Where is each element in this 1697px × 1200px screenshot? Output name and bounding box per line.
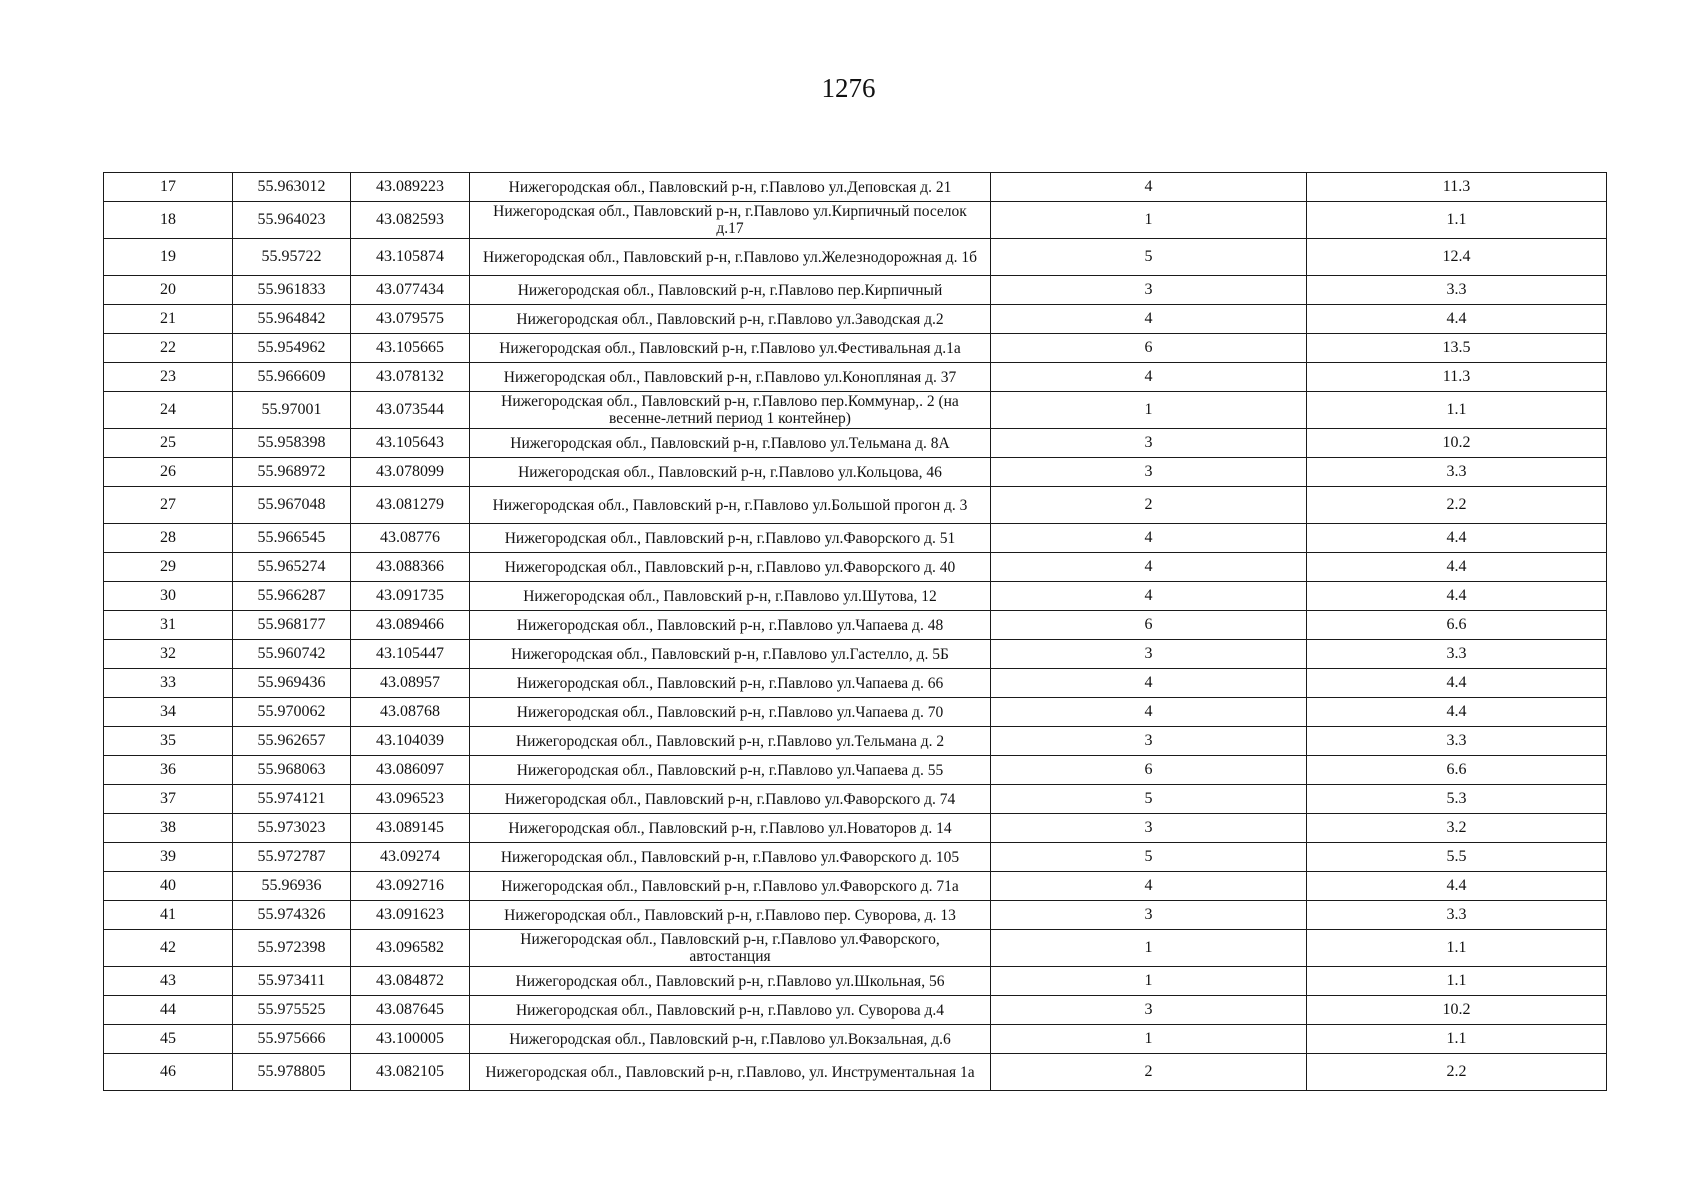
longitude-cell: 43.100005 (351, 1025, 470, 1054)
volume-cell: 3.2 (1307, 814, 1607, 843)
row-number-cell: 33 (104, 669, 233, 698)
volume-cell: 11.3 (1307, 173, 1607, 202)
container-count-cell: 5 (991, 843, 1307, 872)
longitude-cell: 43.096523 (351, 785, 470, 814)
address-cell: Нижегородская обл., Павловский р-н, г.Павлово ул.Заводская д.2 (470, 305, 991, 334)
container-count-cell: 3 (991, 429, 1307, 458)
table-row (104, 363, 1607, 392)
row-number-cell: 32 (104, 640, 233, 669)
row-number-cell: 24 (104, 392, 233, 429)
volume-cell: 3.3 (1307, 727, 1607, 756)
table-row (104, 669, 1607, 698)
latitude-cell: 55.964023 (233, 202, 351, 239)
longitude-cell: 43.081279 (351, 487, 470, 524)
latitude-cell: 55.962657 (233, 727, 351, 756)
address-cell: Нижегородская обл., Павловский р-н, г.Павлово ул.Вокзальная, д.6 (470, 1025, 991, 1054)
volume-cell: 3.3 (1307, 640, 1607, 669)
longitude-cell: 43.089466 (351, 611, 470, 640)
container-count-cell: 4 (991, 698, 1307, 727)
table-row (104, 553, 1607, 582)
latitude-cell: 55.968177 (233, 611, 351, 640)
table-row (104, 202, 1607, 239)
container-count-cell: 4 (991, 669, 1307, 698)
container-count-cell: 4 (991, 524, 1307, 553)
address-cell: Нижегородская обл., Павловский р-н, г.Павлово ул.Чапаева д. 55 (470, 756, 991, 785)
address-cell: Нижегородская обл., Павловский р-н, г.Павлово пер.Коммунар,. 2 (на весенне-летний период 1 контейнер) (470, 392, 991, 429)
longitude-cell: 43.091735 (351, 582, 470, 611)
latitude-cell: 55.973411 (233, 967, 351, 996)
table-row (104, 785, 1607, 814)
container-count-cell: 1 (991, 930, 1307, 967)
longitude-cell: 43.105447 (351, 640, 470, 669)
row-number-cell: 39 (104, 843, 233, 872)
address-cell: Нижегородская обл., Павловский р-н, г.Павлово ул.Гастелло, д. 5Б (470, 640, 991, 669)
address-cell: Нижегородская обл., Павловский р-н, г.Павлово ул.Шутова, 12 (470, 582, 991, 611)
address-cell: Нижегородская обл., Павловский р-н, г.Павлово ул.Фаворского д. 71а (470, 872, 991, 901)
latitude-cell: 55.972787 (233, 843, 351, 872)
container-count-cell: 4 (991, 173, 1307, 202)
row-number-cell: 29 (104, 553, 233, 582)
container-count-cell: 4 (991, 582, 1307, 611)
longitude-cell: 43.084872 (351, 967, 470, 996)
row-number-cell: 36 (104, 756, 233, 785)
volume-cell: 4.4 (1307, 553, 1607, 582)
container-count-cell: 3 (991, 458, 1307, 487)
row-number-cell: 40 (104, 872, 233, 901)
table-row (104, 930, 1607, 967)
table-row (104, 901, 1607, 930)
volume-cell: 10.2 (1307, 429, 1607, 458)
table-row (104, 640, 1607, 669)
address-cell: Нижегородская обл., Павловский р-н, г.Павлово ул.Большой прогон д. 3 (470, 487, 991, 524)
row-number-cell: 41 (104, 901, 233, 930)
address-cell: Нижегородская обл., Павловский р-н, г.Павлово ул.Школьная, 56 (470, 967, 991, 996)
address-cell: Нижегородская обл., Павловский р-н, г.Павлово ул.Чапаева д. 48 (470, 611, 991, 640)
table-row (104, 1054, 1607, 1091)
row-number-cell: 42 (104, 930, 233, 967)
longitude-cell: 43.077434 (351, 276, 470, 305)
address-cell: Нижегородская обл., Павловский р-н, г.Павлово ул.Кирпичный поселок д.17 (470, 202, 991, 239)
volume-cell: 4.4 (1307, 698, 1607, 727)
volume-cell: 11.3 (1307, 363, 1607, 392)
longitude-cell: 43.105874 (351, 239, 470, 276)
row-number-cell: 23 (104, 363, 233, 392)
container-count-cell: 1 (991, 202, 1307, 239)
address-cell: Нижегородская обл., Павловский р-н, г.Павлово ул. Суворова д.4 (470, 996, 991, 1025)
volume-cell: 4.4 (1307, 872, 1607, 901)
container-count-cell: 4 (991, 553, 1307, 582)
volume-cell: 3.3 (1307, 276, 1607, 305)
latitude-cell: 55.974326 (233, 901, 351, 930)
latitude-cell: 55.968972 (233, 458, 351, 487)
container-count-cell: 5 (991, 239, 1307, 276)
table-row (104, 814, 1607, 843)
latitude-cell: 55.958398 (233, 429, 351, 458)
longitude-cell: 43.08776 (351, 524, 470, 553)
container-count-cell: 4 (991, 872, 1307, 901)
table-row (104, 524, 1607, 553)
table-row (104, 1025, 1607, 1054)
latitude-cell: 55.972398 (233, 930, 351, 967)
container-count-cell: 1 (991, 967, 1307, 996)
row-number-cell: 17 (104, 173, 233, 202)
volume-cell: 4.4 (1307, 582, 1607, 611)
container-count-cell: 3 (991, 276, 1307, 305)
longitude-cell: 43.08768 (351, 698, 470, 727)
row-number-cell: 20 (104, 276, 233, 305)
address-cell: Нижегородская обл., Павловский р-н, г.Павлово ул.Фаворского д. 51 (470, 524, 991, 553)
address-cell: Нижегородская обл., Павловский р-н, г.Павлово ул.Фаворского, автостанция (470, 930, 991, 967)
longitude-cell: 43.105665 (351, 334, 470, 363)
address-cell: Нижегородская обл., Павловский р-н, г.Павлово ул.Новаторов д. 14 (470, 814, 991, 843)
volume-cell: 1.1 (1307, 967, 1607, 996)
address-cell: Нижегородская обл., Павловский р-н, г.Павлово ул.Фаворского д. 105 (470, 843, 991, 872)
address-cell: Нижегородская обл., Павловский р-н, г.Павлово ул.Фестивальная д.1а (470, 334, 991, 363)
volume-cell: 1.1 (1307, 1025, 1607, 1054)
longitude-cell: 43.087645 (351, 996, 470, 1025)
container-count-cell: 3 (991, 640, 1307, 669)
container-count-cell: 6 (991, 756, 1307, 785)
address-cell: Нижегородская обл., Павловский р-н, г.Павлово, ул. Инструментальная 1а (470, 1054, 991, 1091)
row-number-cell: 37 (104, 785, 233, 814)
longitude-cell: 43.092716 (351, 872, 470, 901)
container-count-cell: 6 (991, 611, 1307, 640)
table-row (104, 239, 1607, 276)
latitude-cell: 55.975666 (233, 1025, 351, 1054)
volume-cell: 2.2 (1307, 1054, 1607, 1091)
volume-cell: 4.4 (1307, 669, 1607, 698)
longitude-cell: 43.078099 (351, 458, 470, 487)
table-row (104, 756, 1607, 785)
latitude-cell: 55.967048 (233, 487, 351, 524)
volume-cell: 1.1 (1307, 202, 1607, 239)
address-cell: Нижегородская обл., Павловский р-н, г.Павлово ул.Кольцова, 46 (470, 458, 991, 487)
table-row (104, 611, 1607, 640)
table-row (104, 872, 1607, 901)
row-number-cell: 34 (104, 698, 233, 727)
longitude-cell: 43.089223 (351, 173, 470, 202)
latitude-cell: 55.964842 (233, 305, 351, 334)
page-number: 1276 (821, 73, 876, 103)
volume-cell: 5.3 (1307, 785, 1607, 814)
latitude-cell: 55.970062 (233, 698, 351, 727)
address-cell: Нижегородская обл., Павловский р-н, г.Павлово ул.Конопляная д. 37 (470, 363, 991, 392)
latitude-cell: 55.968063 (233, 756, 351, 785)
latitude-cell: 55.97001 (233, 392, 351, 429)
latitude-cell: 55.975525 (233, 996, 351, 1025)
longitude-cell: 43.08957 (351, 669, 470, 698)
row-number-cell: 45 (104, 1025, 233, 1054)
latitude-cell: 55.973023 (233, 814, 351, 843)
latitude-cell: 55.963012 (233, 173, 351, 202)
container-count-cell: 3 (991, 727, 1307, 756)
latitude-cell: 55.966609 (233, 363, 351, 392)
address-cell: Нижегородская обл., Павловский р-н, г.Павлово пер.Кирпичный (470, 276, 991, 305)
latitude-cell: 55.96936 (233, 872, 351, 901)
volume-cell: 6.6 (1307, 611, 1607, 640)
address-cell: Нижегородская обл., Павловский р-н, г.Павлово ул.Деповская д. 21 (470, 173, 991, 202)
row-number-cell: 25 (104, 429, 233, 458)
row-number-cell: 46 (104, 1054, 233, 1091)
data-table (103, 172, 1607, 1091)
table-body (104, 173, 1607, 1091)
address-cell: Нижегородская обл., Павловский р-н, г.Павлово ул.Фаворского д. 74 (470, 785, 991, 814)
address-cell: Нижегородская обл., Павловский р-н, г.Павлово пер. Суворова, д. 13 (470, 901, 991, 930)
table-row (104, 727, 1607, 756)
latitude-cell: 55.965274 (233, 553, 351, 582)
row-number-cell: 43 (104, 967, 233, 996)
row-number-cell: 31 (104, 611, 233, 640)
row-number-cell: 28 (104, 524, 233, 553)
table-row (104, 487, 1607, 524)
container-count-cell: 1 (991, 392, 1307, 429)
container-count-cell: 4 (991, 305, 1307, 334)
row-number-cell: 35 (104, 727, 233, 756)
table-row (104, 967, 1607, 996)
row-number-cell: 21 (104, 305, 233, 334)
longitude-cell: 43.082593 (351, 202, 470, 239)
latitude-cell: 55.966545 (233, 524, 351, 553)
address-cell: Нижегородская обл., Павловский р-н, г.Павлово ул.Тельмана д. 8А (470, 429, 991, 458)
latitude-cell: 55.966287 (233, 582, 351, 611)
address-cell: Нижегородская обл., Павловский р-н, г.Павлово ул.Железнодорожная д. 1б (470, 239, 991, 276)
address-cell: Нижегородская обл., Павловский р-н, г.Павлово ул.Фаворского д. 40 (470, 553, 991, 582)
row-number-cell: 26 (104, 458, 233, 487)
longitude-cell: 43.096582 (351, 930, 470, 967)
volume-cell: 12.4 (1307, 239, 1607, 276)
container-count-cell: 5 (991, 785, 1307, 814)
container-count-cell: 2 (991, 1054, 1307, 1091)
volume-cell: 6.6 (1307, 756, 1607, 785)
longitude-cell: 43.09274 (351, 843, 470, 872)
container-count-cell: 2 (991, 487, 1307, 524)
row-number-cell: 19 (104, 239, 233, 276)
container-count-cell: 4 (991, 363, 1307, 392)
row-number-cell: 38 (104, 814, 233, 843)
table-row (104, 843, 1607, 872)
row-number-cell: 44 (104, 996, 233, 1025)
latitude-cell: 55.961833 (233, 276, 351, 305)
table-row (104, 392, 1607, 429)
row-number-cell: 30 (104, 582, 233, 611)
longitude-cell: 43.078132 (351, 363, 470, 392)
table-row (104, 582, 1607, 611)
row-number-cell: 18 (104, 202, 233, 239)
latitude-cell: 55.978805 (233, 1054, 351, 1091)
volume-cell: 5.5 (1307, 843, 1607, 872)
row-number-cell: 27 (104, 487, 233, 524)
container-count-cell: 6 (991, 334, 1307, 363)
latitude-cell: 55.960742 (233, 640, 351, 669)
container-count-cell: 3 (991, 996, 1307, 1025)
longitude-cell: 43.082105 (351, 1054, 470, 1091)
volume-cell: 13.5 (1307, 334, 1607, 363)
table-row (104, 458, 1607, 487)
container-count-cell: 3 (991, 814, 1307, 843)
volume-cell: 1.1 (1307, 930, 1607, 967)
container-count-cell: 1 (991, 1025, 1307, 1054)
volume-cell: 4.4 (1307, 524, 1607, 553)
longitude-cell: 43.089145 (351, 814, 470, 843)
address-cell: Нижегородская обл., Павловский р-н, г.Павлово ул.Чапаева д. 70 (470, 698, 991, 727)
table-row (104, 996, 1607, 1025)
table-row (104, 276, 1607, 305)
volume-cell: 4.4 (1307, 305, 1607, 334)
table-row (104, 334, 1607, 363)
table-row (104, 429, 1607, 458)
volume-cell: 10.2 (1307, 996, 1607, 1025)
volume-cell: 1.1 (1307, 392, 1607, 429)
row-number-cell: 22 (104, 334, 233, 363)
longitude-cell: 43.079575 (351, 305, 470, 334)
table-row (104, 173, 1607, 202)
longitude-cell: 43.086097 (351, 756, 470, 785)
table-row (104, 305, 1607, 334)
latitude-cell: 55.969436 (233, 669, 351, 698)
longitude-cell: 43.073544 (351, 392, 470, 429)
address-cell: Нижегородская обл., Павловский р-н, г.Павлово ул.Чапаева д. 66 (470, 669, 991, 698)
longitude-cell: 43.104039 (351, 727, 470, 756)
address-cell: Нижегородская обл., Павловский р-н, г.Павлово ул.Тельмана д. 2 (470, 727, 991, 756)
latitude-cell: 55.974121 (233, 785, 351, 814)
longitude-cell: 43.105643 (351, 429, 470, 458)
container-count-cell: 3 (991, 901, 1307, 930)
longitude-cell: 43.091623 (351, 901, 470, 930)
volume-cell: 3.3 (1307, 901, 1607, 930)
longitude-cell: 43.088366 (351, 553, 470, 582)
table-row (104, 698, 1607, 727)
volume-cell: 3.3 (1307, 458, 1607, 487)
latitude-cell: 55.954962 (233, 334, 351, 363)
volume-cell: 2.2 (1307, 487, 1607, 524)
latitude-cell: 55.95722 (233, 239, 351, 276)
